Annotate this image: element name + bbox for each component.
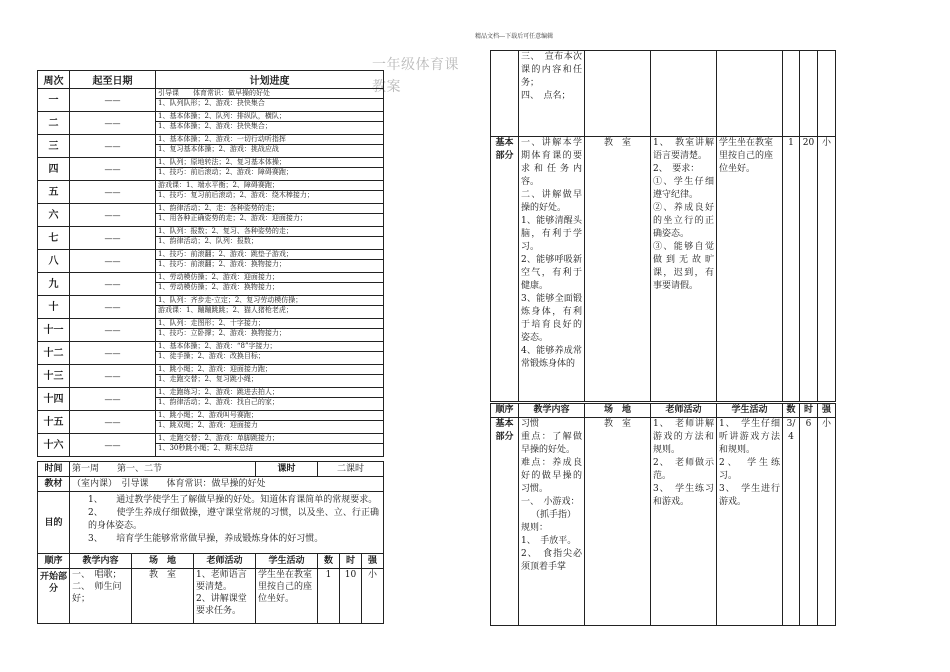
col-order: 顺序: [38, 554, 70, 569]
col-plan: 计划进度: [156, 71, 384, 89]
lesson-table: [37, 461, 384, 624]
plan-line: 1、30秒跳小绳；2、期末总结: [158, 444, 253, 452]
venue-value: 教 室: [585, 418, 651, 626]
col-student: 学生活动: [256, 554, 318, 569]
plan-line: 1、队列：报数；2、复习、各种姿势的走；: [156, 227, 383, 237]
plan-line: 1、基本体操；2、游戏：“8”字接力；: [156, 342, 383, 352]
schedule-row: [38, 273, 384, 296]
material-label: 教材: [38, 477, 70, 492]
class-hours-value: 二课时: [318, 462, 384, 477]
teacher-item: 2、 老师做示范。: [653, 458, 714, 481]
plan-cell: [156, 250, 384, 273]
lesson-col-header-row: [38, 554, 384, 569]
plan-line: 1、技巧：立卧撑；2、游戏：换物接力；: [158, 329, 286, 337]
basic-row: [491, 137, 836, 402]
plan-cell: [156, 411, 384, 434]
student-item: 3、 学生进行游戏。: [719, 484, 780, 507]
student-item: 2、 学生练习。: [719, 458, 780, 481]
plan-line: 1、基本体操；2、游戏：一切行动听指挥: [156, 135, 383, 145]
intensity-value: 小: [818, 418, 836, 626]
right-top-table: [490, 50, 836, 402]
content-item: 规则：: [521, 523, 549, 533]
plan-line: 1、劳动模仿操；2、游戏：迎面接力；: [156, 273, 383, 283]
schedule-row: [38, 227, 384, 250]
schedule-row: [38, 434, 384, 457]
plan-cell: [156, 365, 384, 388]
week-cell: 二: [38, 112, 70, 135]
goal-row: [38, 492, 384, 554]
plan-line: 1、跳小绳；2、游戏：迎面接力跑；: [156, 365, 383, 375]
time-value: 第一周 第一、二节: [70, 462, 256, 477]
schedule-header-row: [38, 71, 384, 89]
intensity-value: 小: [362, 569, 384, 624]
date-cell: ——: [70, 434, 156, 457]
col-week: 周次: [38, 71, 70, 89]
venue-value: 教 室: [132, 569, 194, 624]
col-count: 数: [783, 404, 800, 418]
schedule-row: [38, 135, 384, 158]
minutes-value: 6: [800, 418, 818, 626]
plan-line: 1、劳动模仿操；2、游戏：换物接力；: [158, 283, 279, 291]
plan-cell: [156, 135, 384, 158]
plan-line: 1、队列：齐步走-立定；2、复习劳动模仿操；: [156, 296, 383, 306]
teacher-item: ③、能够自觉做到无故旷课，迟到，有事要请假。: [653, 242, 714, 291]
content-item: 难点：养成良好的做早操的习惯。: [521, 458, 582, 494]
content-item: 3、能够全面锻炼身体，有利于培育良好的姿态。: [521, 294, 582, 343]
week-cell: 十四: [38, 388, 70, 411]
schedule-row: [38, 112, 384, 135]
week-cell: 十一: [38, 319, 70, 342]
count-value: 3/4: [783, 418, 800, 626]
week-cell: 十: [38, 296, 70, 319]
teacher-item: ②、养成良好的坐立行的正确姿态。: [653, 203, 714, 239]
schedule-row: [38, 411, 384, 434]
plan-cell: [156, 89, 384, 112]
schedule-row: [38, 342, 384, 365]
schedule-table: [37, 70, 384, 457]
schedule-row: [38, 250, 384, 273]
date-cell: ——: [70, 112, 156, 135]
student-value: 学生坐在教室里按自己的座位坐好。: [717, 137, 783, 402]
venue-value: 教 室: [585, 137, 651, 402]
week-cell: 十三: [38, 365, 70, 388]
week-cell: 一: [38, 89, 70, 112]
date-cell: ——: [70, 365, 156, 388]
goal-item: 1、 通过教学使学生了解做早操的好处。知道体育课简单的常规要求。: [88, 495, 378, 505]
plan-cell: [156, 434, 384, 457]
week-cell: 七: [38, 227, 70, 250]
plan-line: 1、走跑练习；2、游戏：跳进去拍人；: [156, 388, 383, 398]
plan-line: 1、队列队形；2、游戏：抉快集合: [158, 99, 265, 107]
class-hours-label: 课时: [256, 462, 318, 477]
minutes-value: 10: [340, 569, 362, 624]
content-item: 一、 小游戏：: [521, 497, 580, 507]
content-item: 4、能够养成常常锻炼身体的: [521, 346, 582, 369]
col-minutes: 时: [800, 404, 818, 418]
week-cell: 十五: [38, 411, 70, 434]
col-count: 数: [318, 554, 340, 569]
content-item: 二、讲解做早操的好处。: [521, 190, 582, 213]
week-cell: 十六: [38, 434, 70, 457]
plan-line: 1、技巧：复习前后滚动；2、游戏：绕木棒接力；: [158, 191, 314, 199]
schedule-row: [38, 204, 384, 227]
week-cell: 十二: [38, 342, 70, 365]
col-content: 教学内容: [70, 554, 132, 569]
content-item: 一、 唱歌；: [72, 570, 122, 580]
date-cell: ——: [70, 319, 156, 342]
plan-cell: [156, 158, 384, 181]
date-cell: ——: [70, 342, 156, 365]
student-value: 学生坐在教室里按自己的座位坐好。: [256, 569, 318, 624]
content-item: 一、讲解本学期体育课的要求和任务内容。: [521, 138, 582, 187]
right-col-header-row: [491, 404, 836, 418]
plan-line: 1、徒手操；2、游戏：改换目标；: [158, 352, 265, 360]
section-opening: 开始部分: [38, 569, 70, 624]
week-cell: 五: [38, 181, 70, 204]
plan-line: 1、走跑交替；2、复习跳小绳；: [158, 375, 258, 383]
intensity-value: 小: [818, 137, 836, 402]
material-row: [38, 477, 384, 492]
content-item: 1、 手放平。: [521, 536, 577, 546]
week-cell: 九: [38, 273, 70, 296]
continuation-row: [491, 51, 836, 137]
plan-cell: [156, 342, 384, 365]
content-item: 四、 点名；: [521, 91, 571, 101]
plan-cell: [156, 319, 384, 342]
plan-line: 1、韵律活动；2、队列：报数；: [158, 237, 258, 245]
content-item: 三、 宣布本次课的内容和任务；: [521, 52, 582, 88]
page-title: 一年级体育课教案: [372, 57, 459, 95]
content-item: 重点：了解做早操的好处。: [521, 432, 582, 455]
date-cell: ——: [70, 89, 156, 112]
plan-cell: [156, 388, 384, 411]
content-item: 2、能够呼吸新空气，有利于健康。: [521, 255, 582, 291]
date-cell: ——: [70, 204, 156, 227]
section-basic: 基本部分: [491, 137, 519, 402]
date-cell: ——: [70, 296, 156, 319]
teacher-item: 1、老师语言要清楚。: [196, 570, 247, 592]
date-cell: ——: [70, 181, 156, 204]
time-row: [38, 462, 384, 477]
plan-line: 1、技巧：前后滚动；2、游戏：障碍赛跑；: [158, 168, 293, 176]
col-dates: 起至日期: [70, 71, 156, 89]
header-note: 精品文档---下载后可任意编辑: [475, 33, 554, 40]
section-basic: 基本部分: [491, 418, 519, 626]
goal-item: 3、 培育学生能够常常做早操，养成锻炼身体的好习惯。: [88, 534, 324, 544]
date-cell: ——: [70, 135, 156, 158]
content-item: 2、 食指尖必须顶着手掌: [521, 549, 582, 572]
plan-line: 引导课 体育常识：做早操的好处: [156, 89, 383, 99]
plan-line: 1、技巧：前滚翻；2、游戏：换物接力；: [158, 260, 286, 268]
col-teacher: 老师活动: [194, 554, 256, 569]
count-value: 1: [783, 137, 800, 402]
col-venue: 场 地: [132, 554, 194, 569]
col-order: 顺序: [491, 404, 519, 418]
col-intensity: 强: [362, 554, 384, 569]
date-cell: ——: [70, 250, 156, 273]
week-cell: 三: [38, 135, 70, 158]
schedule-row: [38, 158, 384, 181]
content-item: 习惯: [521, 419, 540, 429]
teacher-item: 3、 学生练习和游戏。: [653, 484, 714, 507]
count-value: 1: [318, 569, 340, 624]
goal-item: 2、 使学生养成仔细做操，遵守课堂常规的习惯，以及坐、立、行正确的身体姿态。: [88, 508, 379, 531]
col-teacher: 老师活动: [651, 404, 717, 418]
schedule-row: [38, 365, 384, 388]
schedule-row: [38, 319, 384, 342]
col-minutes: 时: [340, 554, 362, 569]
date-cell: ——: [70, 411, 156, 434]
content-item: 二、 师生问好；: [72, 582, 122, 604]
schedule-row: [38, 296, 384, 319]
plan-line: 1、韵律活动；2、游戏：找自己的家；: [158, 398, 279, 406]
col-content: 教学内容: [519, 404, 585, 418]
plan-line: 1、队列：走图形；2、十字接力；: [156, 319, 383, 329]
plan-cell: [156, 296, 384, 319]
week-cell: 六: [38, 204, 70, 227]
col-intensity: 强: [818, 404, 836, 418]
time-label: 时间: [38, 462, 70, 477]
teacher-item: 1、 教室讲解语言要清楚。: [653, 138, 714, 161]
teacher-item: 2、 要求：: [653, 164, 700, 174]
plan-line: 1、队列；原地转法；2、复习基本体操；: [156, 158, 383, 168]
col-student: 学生活动: [717, 404, 783, 418]
plan-cell: [156, 181, 384, 204]
teacher-item: ①、学生仔细遵守纪律。: [653, 177, 714, 200]
basic-row-2: [491, 418, 836, 626]
plan-line: 1、走跑交替；2、游戏：单脚跳接力；: [156, 434, 383, 444]
plan-line: 1、技巧：前滚翻；2、游戏：跳垫子游戏；: [156, 250, 383, 260]
plan-line: 1、复习基本体操；2、游戏：挑战应战: [158, 145, 279, 153]
plan-line: 1、跳双绳；2、游戏：迎面接力: [158, 421, 258, 429]
plan-line: 1、韵律活动；2、走：各种姿势的走；: [156, 204, 383, 214]
opening-row: [38, 569, 384, 624]
date-cell: ——: [70, 158, 156, 181]
student-item: 1、 学生仔细听讲游戏方法和规则。: [719, 419, 780, 455]
date-cell: ——: [70, 388, 156, 411]
teacher-item: 1、 老师讲解游戏的方法和规则。: [653, 419, 714, 455]
plan-line: 1、跳小绳；2、游戏叫号赛跑；: [156, 411, 383, 421]
schedule-row: [38, 388, 384, 411]
right-bottom-table: [490, 403, 836, 626]
date-cell: ——: [70, 273, 156, 296]
material-value: （室内课） 引导课 体育常识：做早操的好处: [70, 477, 384, 492]
date-cell: ——: [70, 227, 156, 250]
plan-line: 1、基本体操；2、队列：排纵队，横队；: [156, 112, 383, 122]
goal-label: 目的: [38, 492, 70, 554]
week-cell: 四: [38, 158, 70, 181]
plan-cell: [156, 227, 384, 250]
col-venue: 场 地: [585, 404, 651, 418]
plan-line: 1、基本体操；2、游戏：抉快集合；: [158, 122, 272, 130]
plan-line: 游戏课：1、蹦蹦跳跳；2、猫人猪枪老虎；: [158, 306, 293, 314]
week-cell: 八: [38, 250, 70, 273]
content-item: （抓手指）: [531, 510, 577, 520]
plan-line: 1、用各种正确姿势的走；2、游戏：迎面接力；: [158, 214, 307, 222]
minutes-value: 20: [800, 137, 818, 402]
teacher-item: 2、讲解课堂要求任务。: [196, 594, 247, 616]
plan-cell: [156, 273, 384, 296]
plan-cell: [156, 112, 384, 135]
content-item: 1、能够清醒头脑，有利于学习。: [521, 216, 582, 252]
plan-cell: [156, 204, 384, 227]
schedule-row: [38, 89, 384, 112]
plan-line: 游戏课：1、端水平衡；2、障碍赛跑；: [156, 181, 383, 191]
schedule-row: [38, 181, 384, 204]
